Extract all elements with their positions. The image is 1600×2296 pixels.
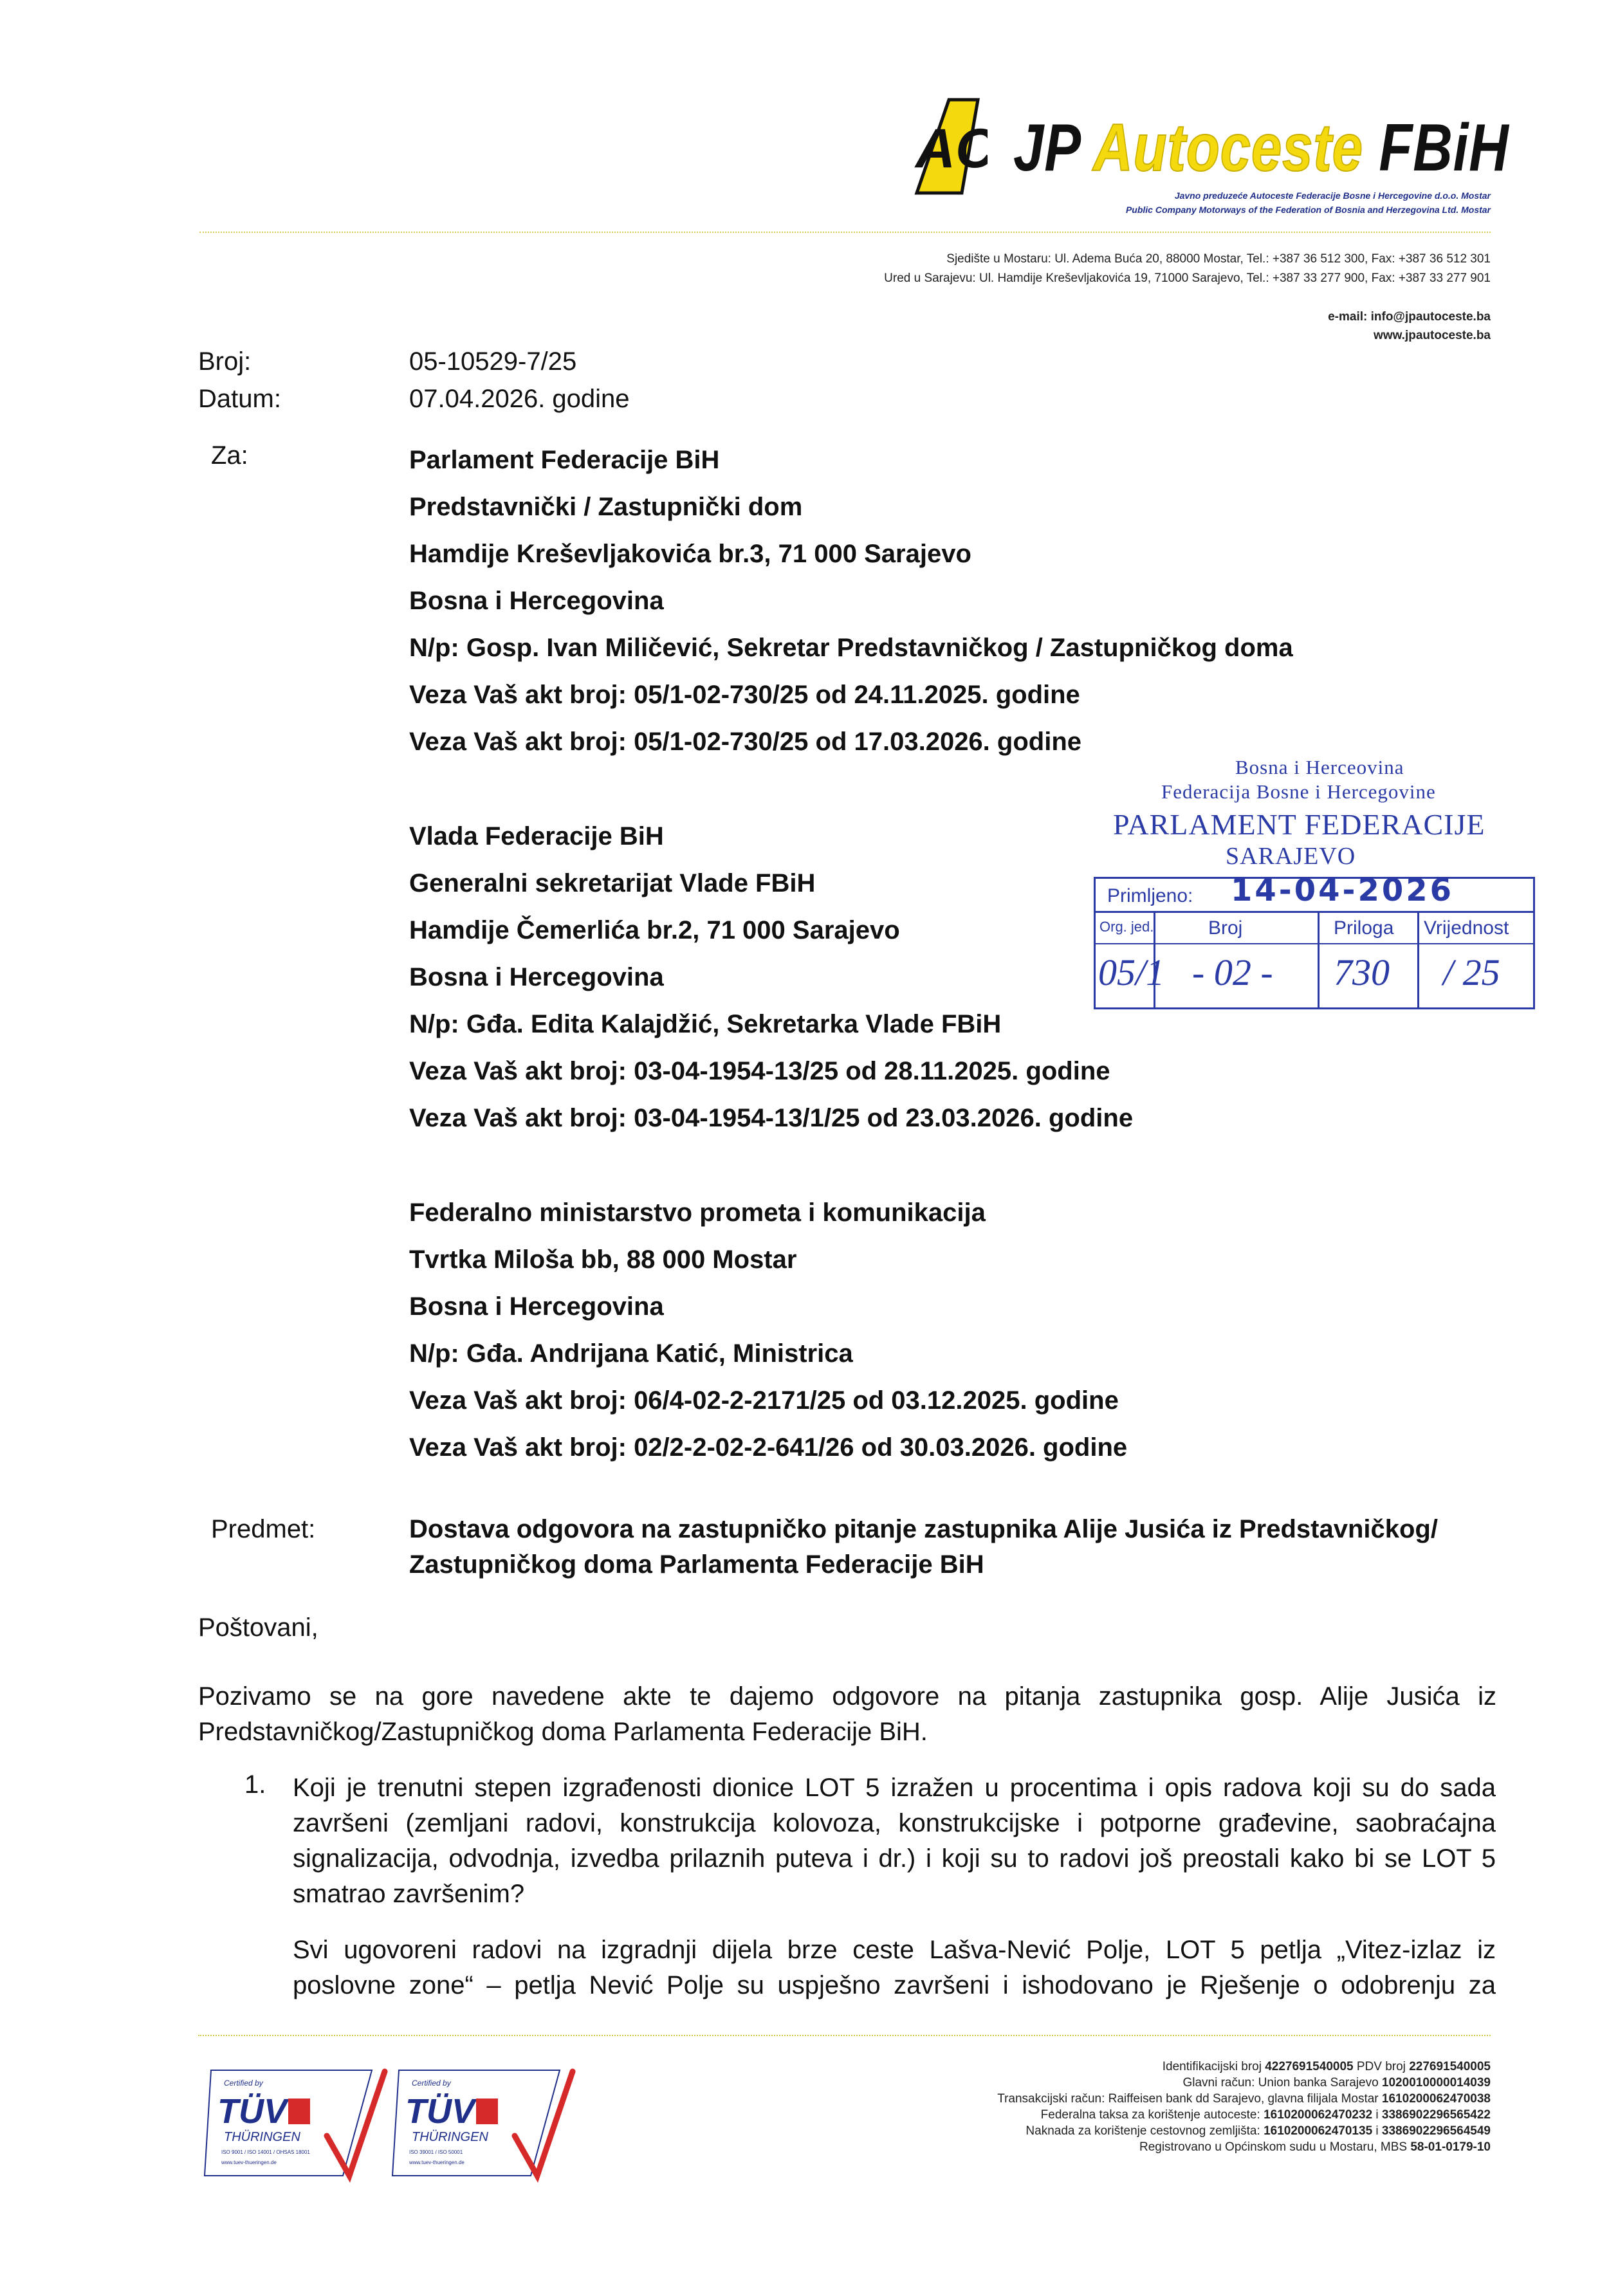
cert-2-thuringen: THÜRINGEN bbox=[412, 2130, 488, 2144]
recipient-2-line-3: Hamdije Čemerlića br.2, 71 000 Sarajevo bbox=[409, 916, 900, 944]
stamp-line-3: PARLAMENT FEDERACIJE bbox=[1113, 808, 1485, 841]
recipient-1-line-3: Hamdije Kreševljakovića br.3, 71 000 Sarajevo bbox=[409, 540, 971, 568]
footer-reg-label: Registrovano u Općinskom sudu u Mostaru, MBS bbox=[1139, 2140, 1408, 2154]
footer-taksa-label: Federalna taksa za korištenje autoceste: bbox=[1040, 2108, 1260, 2122]
recipient-2-line-5: N/p: Gđa. Edita Kalajdžić, Sekretarka Vlade FBiH bbox=[409, 1010, 1002, 1038]
footer-reg-value: 58-01-0179-10 bbox=[1410, 2140, 1491, 2154]
address-mostar: Sjedište u Mostaru: Ul. Adema Buća 20, 88000 Mostar, Tel.: +387 36 512 300, Fax: +387 36 512 301 bbox=[946, 252, 1491, 266]
subject-text: Dostava odgovora na zastupničko pitanje zastupnika Alije Jusića iz Predstavničkog/ Zastupničkog doma Parlamenta Federacije BiH bbox=[409, 1515, 1438, 1579]
website-link[interactable]: www.jpautoceste.ba bbox=[1374, 329, 1491, 342]
cert-2-shield-icon bbox=[476, 2099, 498, 2124]
footer-trans-label: Transakcijski račun: Raiffeisen bank dd Sarajevo, glavna filijala Mostar bbox=[997, 2092, 1379, 2106]
stamp-hw-org: 05/1 bbox=[1098, 951, 1165, 993]
broj-label: Broj: bbox=[198, 347, 252, 376]
tagline-local: Javno preduzeće Autoceste Federacije Bosne i Hercegovine d.o.o. Mostar bbox=[1174, 190, 1491, 201]
stamp-hw-broj: - 02 - bbox=[1192, 951, 1273, 993]
stamp-col-org: Org. jed. bbox=[1099, 919, 1154, 935]
footer-naknada-label: Naknada za korištenje cestovnog zemljišta: bbox=[1025, 2124, 1260, 2138]
recipient-3-line-6: Veza Vaš akt broj: 02/2-2-02-2-641/26 od 30.03.2026. godine bbox=[409, 1433, 1128, 1462]
recipient-3-line-3: Bosna i Hercegovina bbox=[409, 1292, 664, 1321]
footer-taksa-sep: i bbox=[1372, 2108, 1382, 2122]
answer-1-line-1: Svi ugovoreni radovi na izgradnji dijela brze ceste Lašva-Nević Polje, LOT 5 petlja „Vitez-izlaz iz bbox=[293, 1936, 1496, 1964]
footer-taksa-value: 1610200062470232 bbox=[1264, 2108, 1373, 2122]
greeting: Poštovani, bbox=[198, 1613, 318, 1642]
stamp-col-priloga: Priloga bbox=[1334, 917, 1394, 939]
brand-jp: JP bbox=[1013, 111, 1080, 185]
recipient-3-line-1: Federalno ministarstvo prometa i komunikacija bbox=[409, 1199, 986, 1227]
footer-glavni-value: 1020010000014039 bbox=[1381, 2076, 1491, 2089]
footer-trans-line bbox=[997, 2091, 1491, 2107]
footer-glavni-label: Glavni račun: Union banka Sarajevo bbox=[1182, 2076, 1379, 2089]
cert-1-tuv: TÜV bbox=[217, 2092, 287, 2131]
brand-autoceste: Autoceste bbox=[1093, 111, 1363, 185]
footer-id-label: Identifikacijski broj bbox=[1162, 2060, 1262, 2073]
company-logo-icon bbox=[904, 96, 988, 199]
stamp-col-divider-3 bbox=[1417, 911, 1419, 1007]
cert-2-tuv: TÜV bbox=[405, 2092, 475, 2131]
footer-naknada-value-2: 3386902296564549 bbox=[1381, 2124, 1491, 2138]
cert-1-shield-icon bbox=[288, 2099, 310, 2124]
footer-naknada-value: 1610200062470135 bbox=[1264, 2124, 1373, 2138]
stamp-primljeno-date: 14-04-2026 bbox=[1231, 872, 1455, 908]
footer-divider bbox=[198, 2035, 1491, 2036]
recipient-3-line-4: N/p: Gđa. Andrijana Katić, Ministrica bbox=[409, 1339, 853, 1368]
stamp-row-divider bbox=[1096, 911, 1533, 913]
stamp-table bbox=[1094, 872, 1535, 1009]
cert-1-caption: Certified by bbox=[224, 2079, 263, 2088]
recipient-2-line-2: Generalni sekretarijat Vlade FBiH bbox=[409, 869, 816, 897]
footer-trans-value: 1610200062470038 bbox=[1381, 2092, 1491, 2106]
stamp-row-divider-2 bbox=[1096, 943, 1533, 944]
recipient-1-line-6: Veza Vaš akt broj: 05/1-02-730/25 od 24.11.2025. godine bbox=[409, 681, 1080, 709]
footer-pdv-label: PDV broj bbox=[1356, 2060, 1406, 2073]
recipient-2-line-4: Bosna i Hercegovina bbox=[409, 963, 664, 991]
cert-1-url: www.tuev-thueringen.de bbox=[221, 2160, 277, 2165]
stamp-primljeno-label: Primljeno: bbox=[1107, 885, 1193, 906]
stamp-line-2: Federacija Bosne i Hercegovine bbox=[1161, 780, 1436, 803]
brand-name bbox=[1013, 111, 1509, 185]
stamp-col-vrijednost: Vrijednost bbox=[1424, 917, 1509, 939]
datum-label: Datum: bbox=[198, 385, 281, 413]
stamp-hw-vrijednost: / 25 bbox=[1443, 951, 1500, 993]
cert-2-iso: ISO 39001 / ISO 50001 bbox=[409, 2149, 463, 2155]
footer-taksa-value-2: 3386902296565422 bbox=[1381, 2108, 1491, 2122]
cert-1-check-icon bbox=[327, 2071, 385, 2176]
datum-value: 07.04.2026. godine bbox=[409, 385, 630, 413]
recipient-3-line-5: Veza Vaš akt broj: 06/4-02-2-2171/25 od 03.12.2025. godine bbox=[409, 1386, 1119, 1415]
answer-1-line-2: poslovne zone“ – petlja Nević Polje su uspješno završeni i ishodovano je Rješenje o odobrenju za bbox=[293, 1971, 1496, 1999]
cert-2-check-icon bbox=[515, 2071, 573, 2176]
recipient-2-line-6: Veza Vaš akt broj: 03-04-1954-13/25 od 28.11.2025. godine bbox=[409, 1057, 1110, 1085]
subject-label: Predmet: bbox=[211, 1515, 316, 1543]
stamp-col-broj: Broj bbox=[1208, 917, 1243, 939]
stamp-hw-priloga: 730 bbox=[1334, 951, 1390, 993]
logo-letters: AC bbox=[915, 118, 988, 179]
recipient-1-line-4: Bosna i Hercegovina bbox=[409, 587, 664, 615]
stamp-line-1: Bosna i Herceovina bbox=[1235, 756, 1404, 778]
footer-naknada-sep: i bbox=[1372, 2124, 1382, 2138]
cert-1-thuringen: THÜRINGEN bbox=[224, 2130, 300, 2144]
stamp-col-divider-2 bbox=[1318, 911, 1320, 1007]
question-1-text: Koji je trenutni stepen izgrađenosti dionice LOT 5 izražen u procentima i opis radova koji su do sada završeni (zemljani radovi, konstrukcija kolovoza, konstrukcijske i potporne građevine, saobraćajna signalizacija, odvodnja, izvedba prilaznih puteva i dr.) i koji su to radovi još preostali kako bi se LOT 5 smatrao završenim? bbox=[293, 1774, 1496, 1908]
cert-1-iso: ISO 9001 / ISO 14001 / OHSAS 18001 bbox=[221, 2149, 310, 2155]
email-link[interactable]: e-mail: info@jpautoceste.ba bbox=[1328, 310, 1491, 324]
question-1-number: 1. bbox=[244, 1770, 266, 1799]
brand-fbih: FBiH bbox=[1379, 111, 1509, 185]
recipient-1-line-1: Parlament Federacije BiH bbox=[409, 446, 720, 474]
recipient-1-line-5: N/p: Gosp. Ivan Miličević, Sekretar Predstavničkog / Zastupničkog doma bbox=[409, 634, 1293, 662]
recipient-3-line-2: Tvrtka Miloša bb, 88 000 Mostar bbox=[409, 1245, 797, 1274]
recipient-2-line-7: Veza Vaš akt broj: 03-04-1954-13/1/25 od 23.03.2026. godine bbox=[409, 1104, 1134, 1132]
tuv-cert-badge-2 bbox=[386, 2059, 579, 2187]
header-divider bbox=[199, 232, 1491, 233]
footer-naknada-line bbox=[1025, 2123, 1491, 2139]
stamp-line-4: SARAJEVO bbox=[1226, 843, 1356, 870]
recipient-1-line-2: Predstavnički / Zastupnički dom bbox=[409, 493, 803, 521]
za-label: Za: bbox=[211, 441, 248, 470]
tagline-english: Public Company Motorways of the Federation of Bosnia and Herzegovina Ltd. Mostar bbox=[1125, 205, 1491, 215]
footer-id-value: 4227691540005 bbox=[1265, 2060, 1354, 2073]
received-stamp bbox=[1087, 756, 1538, 1026]
recipient-1-line-7: Veza Vaš akt broj: 05/1-02-730/25 od 17.03.2026. godine bbox=[409, 728, 1081, 756]
intro-paragraph: Pozivamo se na gore navedene akte te dajemo odgovore na pitanja zastupnika gosp. Alije Jusića iz Predstavničkog/Zastupničkog doma Parlamenta Federacije BiH. bbox=[198, 1682, 1496, 1746]
footer-reg-line bbox=[1139, 2139, 1491, 2155]
address-sarajevo: Ured u Sarajevu: Ul. Hamdije Kreševljakovića 19, 71000 Sarajevo, Tel.: +387 33 277 900, Fax: +387 33 277 901 bbox=[884, 271, 1491, 285]
broj-value: 05-10529-7/25 bbox=[409, 347, 577, 376]
footer-pdv-value: 227691540005 bbox=[1409, 2060, 1491, 2073]
recipient-2-line-1: Vlada Federacije BiH bbox=[409, 822, 664, 850]
cert-2-url: www.tuev-thueringen.de bbox=[409, 2160, 464, 2165]
footer-id-line bbox=[1163, 2059, 1491, 2075]
cert-2-caption: Certified by bbox=[412, 2079, 451, 2088]
footer-glavni-line bbox=[1182, 2075, 1491, 2091]
tuv-cert-badge-1 bbox=[198, 2059, 391, 2187]
footer-taksa-line bbox=[1041, 2107, 1491, 2123]
